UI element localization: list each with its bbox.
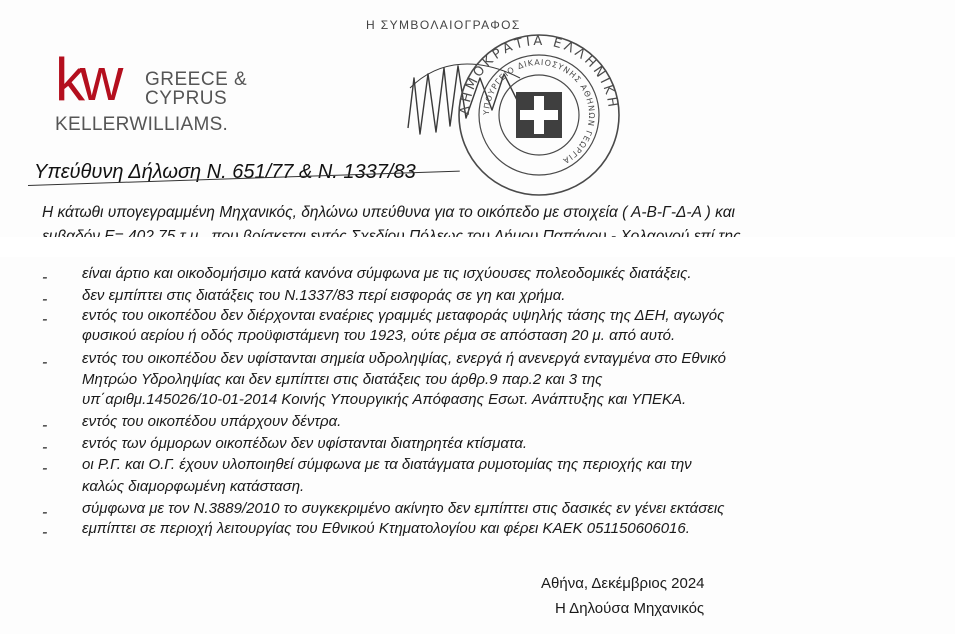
kw-logo-region-line2: CYPRUS xyxy=(145,88,228,109)
closing-place-date: Αθήνα, Δεκέμβριος 2024 xyxy=(541,575,705,592)
bullet-item-line: φυσικού αερίου ή οδός προϋφιστάμενη του 1923, ούτε ρέμα σε απόσταση 20 μ. από αυτό. xyxy=(82,327,676,344)
bullet-item-line: εντός του οικοπέδου δεν υφίστανται σημεία υδροληψίας, ενεργά ή ανενεργά ενταγμένα στο Εθνικό xyxy=(82,350,727,367)
bullet-dash: - xyxy=(42,291,48,308)
declaration-title: Υπεύθυνη Δήλωση Ν. 651/77 & Ν. 1337/83 xyxy=(34,161,416,183)
intro-line-1: Η κάτωθι υπογεγραμμένη Μηχανικός, δηλώνω υπεύθυνα για το οικόπεδο με στοιχεία ( Α-Β-Γ-Δ-Α ) και xyxy=(42,204,735,221)
bullet-dash: - xyxy=(42,311,48,328)
notary-label: Η ΣΥΜΒΟΛΑΙΟΓΡΑΦΟΣ xyxy=(366,18,521,32)
bullet-item-line: οι Ρ.Γ. και Ο.Γ. έχουν υλοποιηθεί σύμφωνα με τα διατάγματα ρυμοτομίας της περιοχής και την xyxy=(82,456,692,473)
kw-logo-brand-right: WILLIAMS. xyxy=(129,114,229,135)
bullet-item-line: εντός του οικοπέδου δεν διέρχονται εναέριες γραμμές μεταφοράς υψηλής τάσης της ΔΕΗ, αγωγός xyxy=(82,307,725,324)
bullet-dash: - xyxy=(42,460,48,477)
kw-logo-brand-left: KELLER xyxy=(55,114,130,135)
bullet-dash: - xyxy=(42,269,48,286)
bullet-dash: - xyxy=(42,524,48,541)
bullet-item-line: υπ΄αριθμ.145026/10-01-2014 Κοινής Υπουργικής Απόφασης Εσωτ. Ανάπτυξης και ΥΠΕΚΑ. xyxy=(82,391,687,408)
bullet-item-line: σύμφωνα με τον Ν.3889/2010 το συγκεκριμένο ακίνητο δεν εμπίπτει στις δασικές εν γένει εκτάσεις xyxy=(82,500,725,517)
bullet-item-line: εντός των όμμορων οικοπέδων δεν υφίστανται διατηρητέα κτίσματα. xyxy=(82,435,528,452)
bullet-item-line: δεν εμπίπτει στις διατάξεις του Ν.1337/83 περί εισφοράς σε γη και χρήμα. xyxy=(82,287,566,304)
stamp-outer-text: ΔΗΜΟΚΡΑΤΙΑ ΕΛΛΗΝΙΚΗ xyxy=(457,33,621,116)
bullet-item-line: Μητρώο Υδροληψίας και δεν εμπίπτει στις διατάξεις του άρθρ.9 παρ.2 και 3 της xyxy=(82,371,603,388)
bullet-item-line: είναι άρτιο και οικοδομήσιμο κατά κανόνα σύμφωνα με τις ισχύουσες πολεοδομικές διατάξεις. xyxy=(82,265,692,282)
closing-signer: Η Δηλούσα Μηχανικός xyxy=(555,600,705,617)
bullet-dash: - xyxy=(42,439,48,456)
bullet-dash: - xyxy=(42,504,48,521)
bullet-item-line: εντός του οικοπέδου υπάρχουν δέντρα. xyxy=(82,413,342,430)
bullet-item-line: καλώς διαμορφωμένη κατάσταση. xyxy=(82,478,305,495)
bullet-item-line: εμπίπτει σε περιοχή λειτουργίας του Εθνικού Κτηματολογίου και φέρει ΚΑΕΚ 051150606016. xyxy=(82,520,690,537)
bullet-dash: - xyxy=(42,417,48,434)
stamp-inner-text: ΥΠΟΥΡΓΕΙΟ ΔΙΚΑΙΟΣΥΝΗΣ ΑΘΗΝΩΝ ΓΕΩΡΓΙΑ xyxy=(481,57,597,166)
kw-logo-region-line1: GREECE & xyxy=(145,69,248,90)
bullet-dash: - xyxy=(42,354,48,371)
kw-logo-mark: kw xyxy=(55,46,119,113)
